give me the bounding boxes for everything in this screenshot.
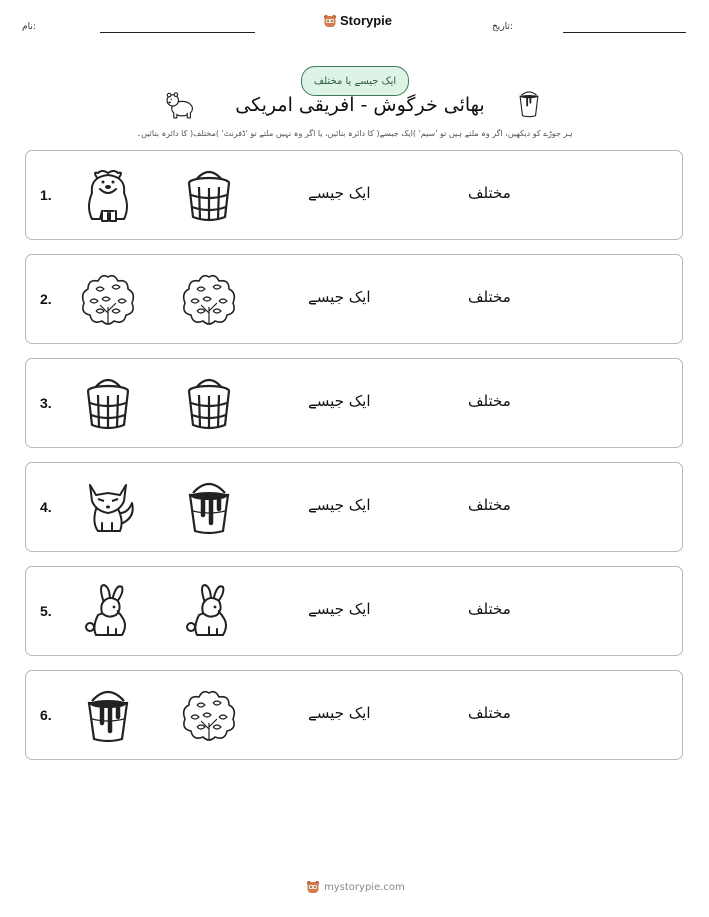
option-same[interactable]: ایک جیسے xyxy=(308,600,371,618)
option-different[interactable]: مختلف xyxy=(468,392,511,410)
pair-row-5 xyxy=(25,566,683,656)
option-same[interactable]: ایک جیسے xyxy=(308,288,371,306)
bear-icon xyxy=(78,167,138,225)
title-bear-icon xyxy=(164,90,196,120)
bear-mascot-icon xyxy=(306,880,320,894)
row-number: 1. xyxy=(40,187,52,203)
row-number: 4. xyxy=(40,499,52,515)
option-different[interactable]: مختلف xyxy=(468,184,511,202)
pair-row-2 xyxy=(25,254,683,344)
pair-row-6 xyxy=(25,670,683,760)
row-number: 2. xyxy=(40,291,52,307)
option-different[interactable]: مختلف xyxy=(468,704,511,722)
date-line[interactable] xyxy=(563,32,686,33)
pair-row-4 xyxy=(25,462,683,552)
rabbit-icon xyxy=(179,583,239,641)
pair-row-3 xyxy=(25,358,683,448)
option-different[interactable]: مختلف xyxy=(468,600,511,618)
row-number: 5. xyxy=(40,603,52,619)
option-same[interactable]: ایک جیسے xyxy=(308,496,371,514)
option-same[interactable]: ایک جیسے xyxy=(308,704,371,722)
bush-icon xyxy=(179,271,239,329)
worksheet-type-pill: ایک جیسے یا مختلف xyxy=(301,66,409,96)
basket-icon xyxy=(179,167,239,225)
date-label: تاریخ: xyxy=(492,22,513,32)
basket-icon xyxy=(78,375,138,433)
fox-icon xyxy=(78,479,138,537)
tar-bucket-icon xyxy=(179,479,239,537)
basket-icon xyxy=(179,375,239,433)
page-title: بھائی خرگوش - افریقی امریکی xyxy=(235,94,485,116)
instructions: ہر جوڑے کو دیکھیں، اگر وہ ملتے ہیں تو 'سیم' )ایک جیسے( کا دائرہ بنائیں، یا اگر وہ نہیں ملتے تو 'ڈفرنٹ' )مختلف( کا دائرہ بنائیں۔ xyxy=(136,129,573,138)
row-number: 3. xyxy=(40,395,52,411)
brand-name: Storypie xyxy=(340,13,393,28)
bush-icon xyxy=(179,687,239,745)
bush-icon xyxy=(78,271,138,329)
name-label: نام: xyxy=(22,22,36,32)
option-same[interactable]: ایک جیسے xyxy=(308,392,371,410)
row-number: 6. xyxy=(40,707,52,723)
option-same[interactable]: ایک جیسے xyxy=(308,184,371,202)
option-different[interactable]: مختلف xyxy=(468,288,511,306)
footer-site[interactable]: mystorypie.com xyxy=(324,881,405,893)
title-bucket-icon xyxy=(515,90,543,120)
tar-bucket-icon xyxy=(78,687,138,745)
option-different[interactable]: مختلف xyxy=(468,496,511,514)
pair-row-1 xyxy=(25,150,683,240)
brand-logo xyxy=(323,13,392,28)
bear-mascot-icon xyxy=(323,14,337,28)
footer xyxy=(306,880,405,894)
rabbit-icon xyxy=(78,583,138,641)
name-line[interactable] xyxy=(100,32,255,33)
